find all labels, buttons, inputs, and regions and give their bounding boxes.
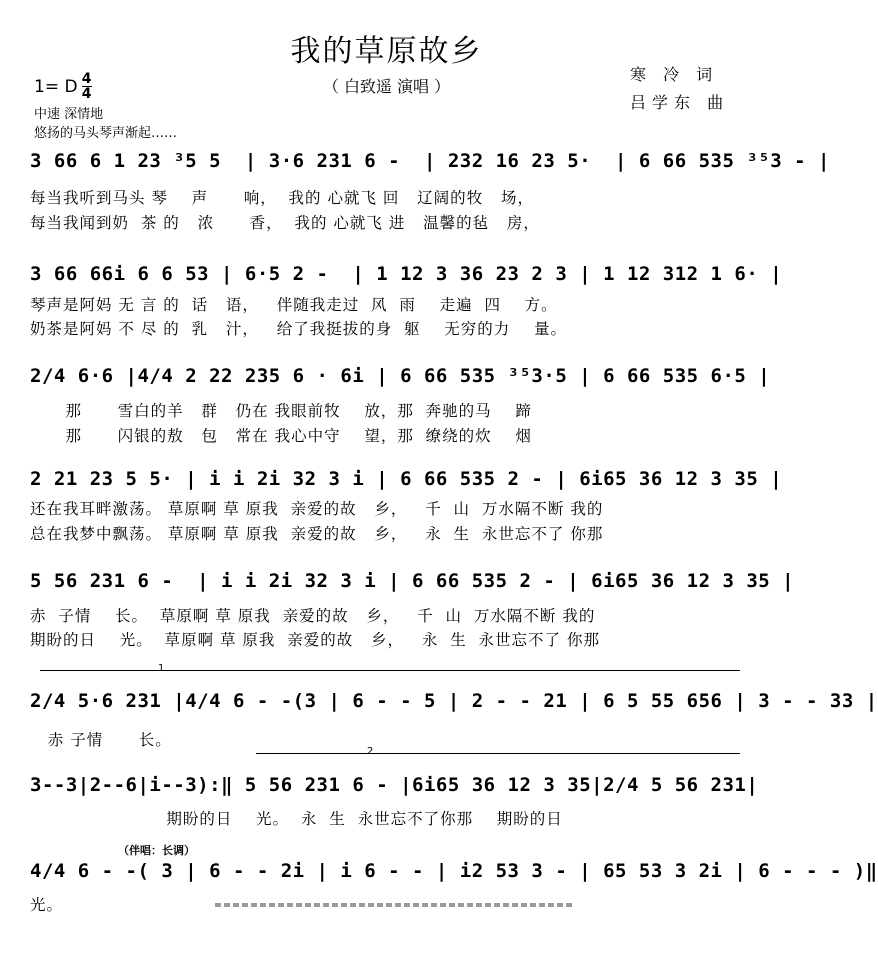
tempo-marking: 中速 深情地 xyxy=(34,107,104,122)
lyric-line-2b: 奶茶是阿妈 不 尽 的 乳 汁， 给了我挺拔的身 躯 无穷的力 量。 xyxy=(30,320,567,338)
lyric-line-3a: 那 雪白的羊 群 仍在 我眼前牧 放，那 奔驰的马 蹄 xyxy=(30,402,532,420)
notation-line-5: 5 56 231 6 - | i i 2i 32 3 i | 6 66 535 2 - | 6i65 36 12 3 35 | xyxy=(30,570,795,592)
volta-2-label: 2 xyxy=(367,746,374,757)
notation-line-7: 3--3|2--6|i--3):‖ 5 56 231 6 - |6i65 36 12 3 35|2/4 5 56 231| xyxy=(30,774,759,796)
key-signature xyxy=(34,72,92,101)
song-title: 我的草原故乡 xyxy=(290,34,483,69)
time-signature xyxy=(82,72,92,101)
lyric-line-3b: 那 闪银的敖 包 常在 我心中守 望，那 缭绕的炊 烟 xyxy=(30,427,532,445)
lyric-line-2a: 琴声是阿妈 无 言 的 话 语， 伴随我走过 风 雨 走遍 四 方。 xyxy=(30,296,558,314)
notation-line-2: 3 66 66i 6 6 53 | 6·5 2 - | 1 12 3 36 23 2 3 | 1 12 312 1 6· | xyxy=(30,263,783,285)
lyric-line-7: 期盼的日 光。 永 生 永世忘不了你那 期盼的日 xyxy=(30,810,563,828)
notation-line-3: 2/4 6·6 |4/4 2 22 235 6 · 6i | 6 66 535 ³⁵3·5 | 6 66 535 6·5 | xyxy=(30,365,771,387)
singer-credit: （ 白致遥 演唱 ） xyxy=(322,77,451,96)
lyric-line-8: 光。 xyxy=(30,896,64,914)
lyric-line-1a: 每当我听到马头 琴 声 响， 我的 心就飞 回 辽阔的牧 场， xyxy=(30,189,534,207)
lyric-line-4b: 总在我梦中飘荡。 草原啊 草 原我 亲爱的故 乡， 永 生 永世忘不了 你那 xyxy=(30,525,604,543)
watermark-strip xyxy=(215,903,575,907)
lyric-line-1b: 每当我闻到奶 茶 的 浓 香， 我的 心就飞 进 温馨的毡 房， xyxy=(30,214,540,232)
key-label: 1= D xyxy=(34,76,78,97)
volta-1-bracket xyxy=(40,670,740,671)
lyric-line-4a: 还在我耳畔激荡。 草原啊 草 原我 亲爱的故 乡， 千 山 万水隔不断 我的 xyxy=(30,500,604,518)
lyricist-credit: 寒 冷 词 xyxy=(630,65,719,84)
volta-2-bracket xyxy=(256,753,740,754)
composer-credit: 吕学东 曲 xyxy=(630,93,730,112)
volta-1-label: 1 xyxy=(158,663,165,674)
accompaniment-note: （伴唱：长调） xyxy=(118,844,195,857)
time-signature-bottom: 4 xyxy=(81,86,92,102)
intro-note: 悠扬的马头琴声渐起…… xyxy=(34,126,178,141)
notation-line-6: 2/4 5·6 231 |4/4 6 - -(3 | 6 - - 5 | 2 - - 21 | 6 5 55 656 | 3 - - 33 | xyxy=(30,690,878,712)
lyric-line-5a: 赤 子情 长。 草原啊 草 原我 亲爱的故 乡， 千 山 万水隔不断 我的 xyxy=(30,607,596,625)
notation-line-1: 3 66 6 1 23 ³5 5 | 3·6 231 6 - | 232 16 23 5· | 6 66 535 ³⁵3 - | xyxy=(30,150,830,172)
notation-line-8: 4/4 6 - -( 3 | 6 - - 2i | i 6 - - | i2 53 3 - | 65 53 3 2i | 6 - - - )‖ xyxy=(30,860,878,882)
time-signature-top: 4 xyxy=(81,71,92,87)
lyric-line-5b: 期盼的日 光。 草原啊 草 原我 亲爱的故 乡， 永 生 永世忘不了 你那 xyxy=(30,631,600,649)
lyric-line-6: 赤 子情 长。 xyxy=(30,731,172,749)
notation-line-4: 2 21 23 5 5· | i i 2i 32 3 i | 6 66 535 2 - | 6i65 36 12 3 35 | xyxy=(30,468,783,490)
